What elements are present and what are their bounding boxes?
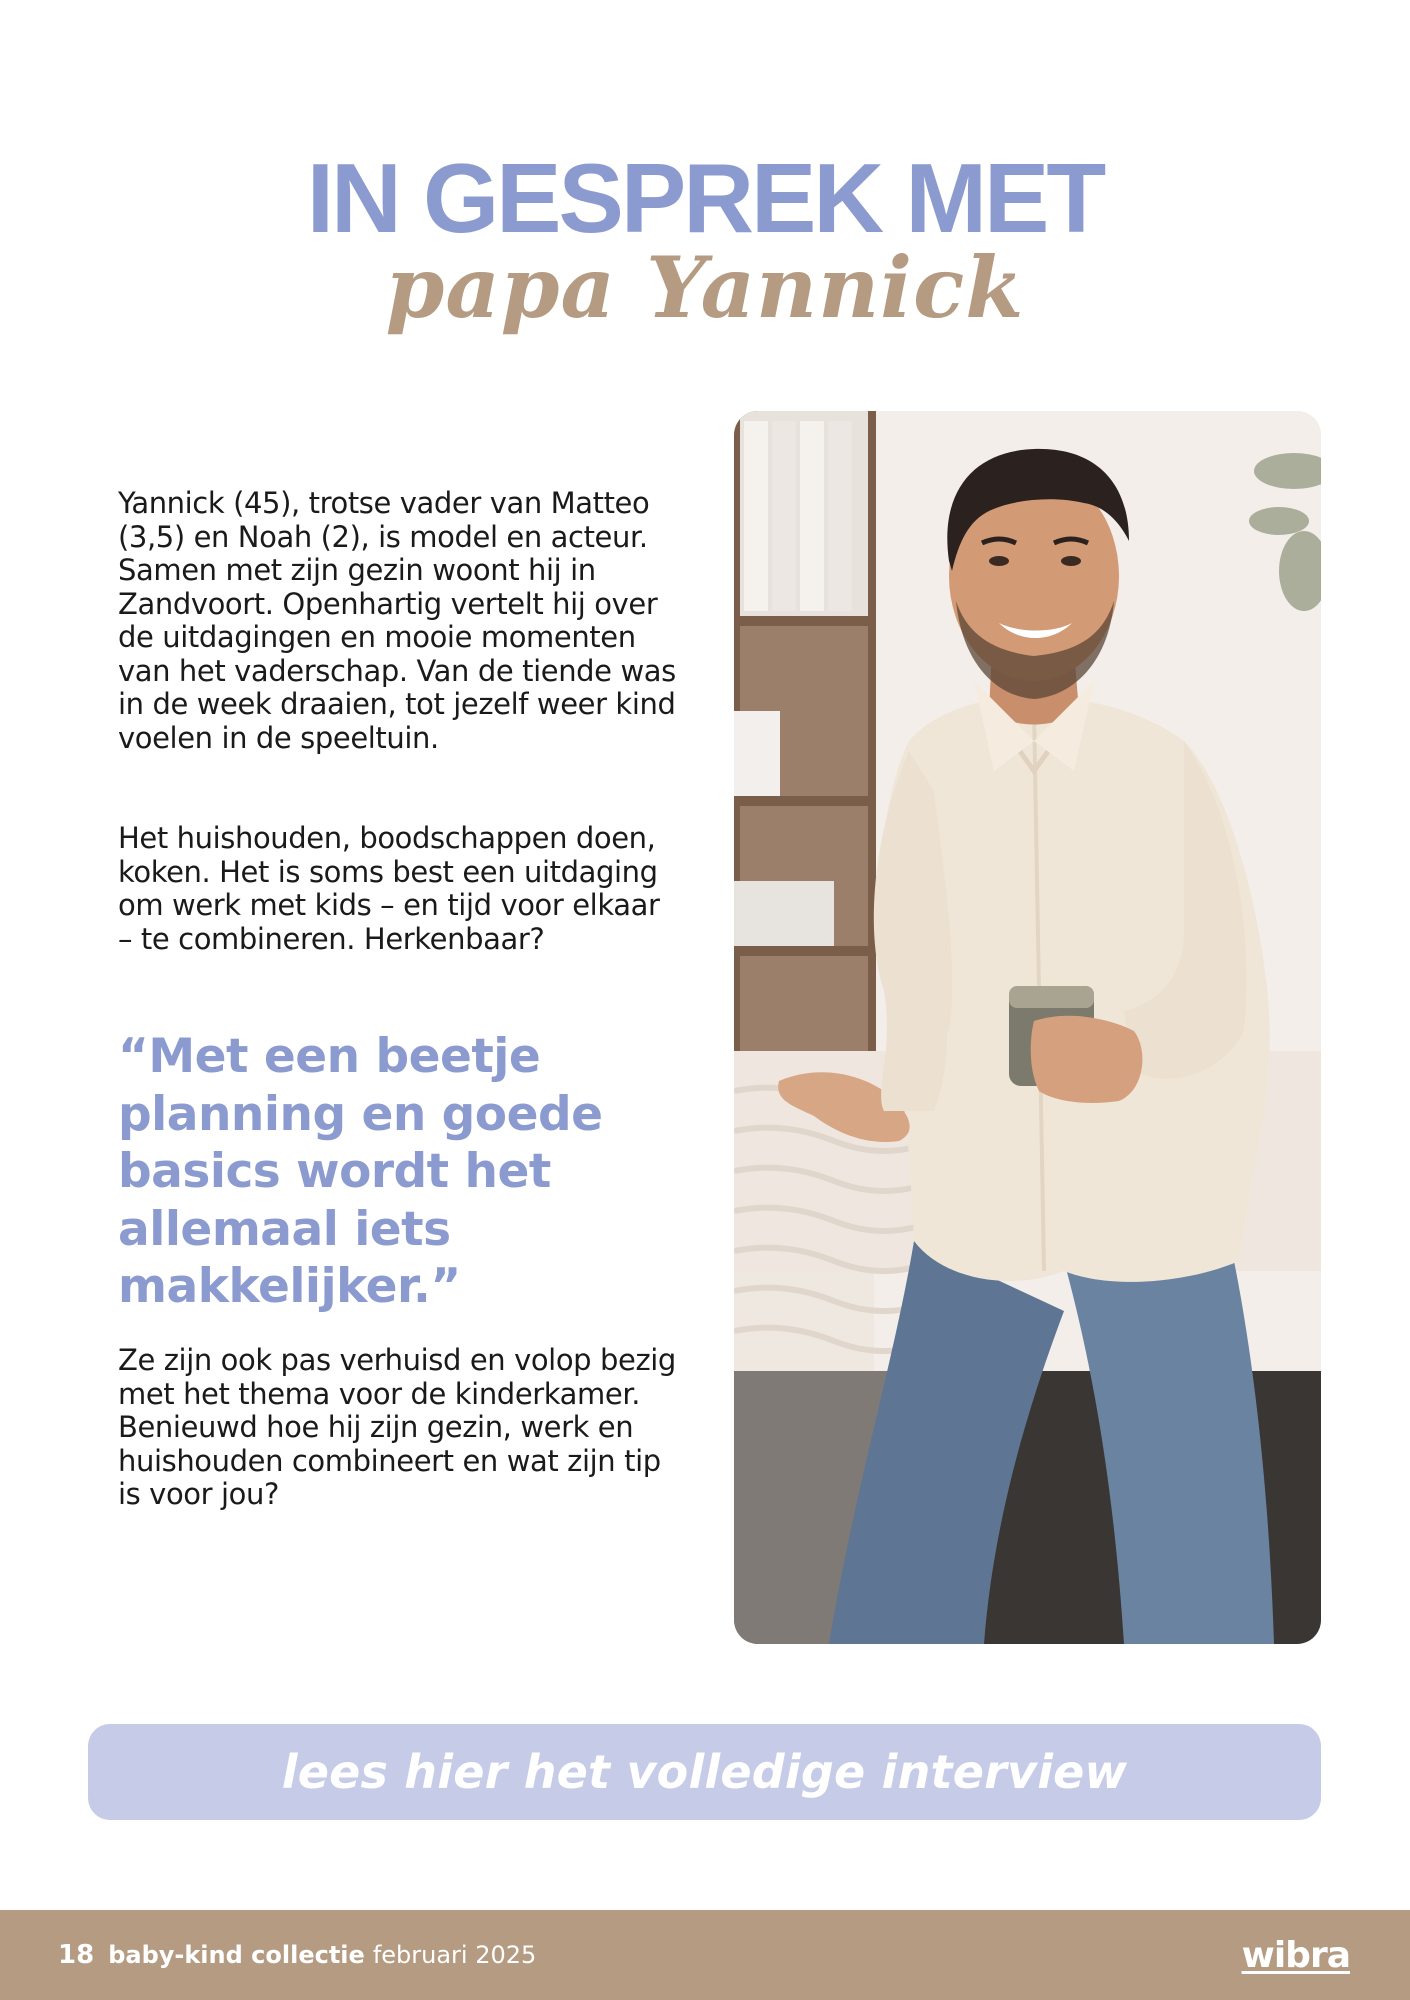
read-interview-label: lees hier het volledige interview (281, 1745, 1128, 1799)
footer-info (58, 1910, 536, 2000)
intro-paragraph: Yannick (45), trotse vader van Matteo (3,5) en Noah (2), is model en acteur. Samen met zijn gezin woont hij in Zandvoort. Openhartig vertelt hij over de uitdagingen en mooie momenten van het vaderschap. Van de tiende was in de week draaien, tot jezelf weer kind voelen in de speeltuin. (118, 486, 676, 755)
page-number: 18 (58, 1940, 95, 1970)
page-subtitle: papa Yannick (385, 238, 1025, 337)
read-interview-button[interactable] (88, 1724, 1321, 1820)
wibra-logo[interactable]: wibra (1241, 1934, 1350, 1976)
second-paragraph: Het huishouden, boodschappen doen, koken. Het is soms best een uitdaging om werk met kids – en tijd voor elkaar – te combineren. Herkenbaar? (118, 821, 660, 956)
publication-name: baby-kind collectie (108, 1941, 365, 1969)
third-paragraph: Ze zijn ook pas verhuisd en volop bezig met het thema voor de kinderkamer. Benieuwd hoe hij zijn gezin, werk en huishouden combineert en wat zijn tip is voor jou? (118, 1343, 676, 1511)
page-title: IN GESPREK MET (306, 143, 1104, 253)
portrait-photo (734, 411, 1321, 1644)
issue-date: februari 2025 (372, 1941, 537, 1969)
pull-quote: “Met een beetje planning en goede basics wordt het allemaal iets makkelijker.” (118, 1029, 603, 1314)
footer-bar (0, 1910, 1410, 2000)
